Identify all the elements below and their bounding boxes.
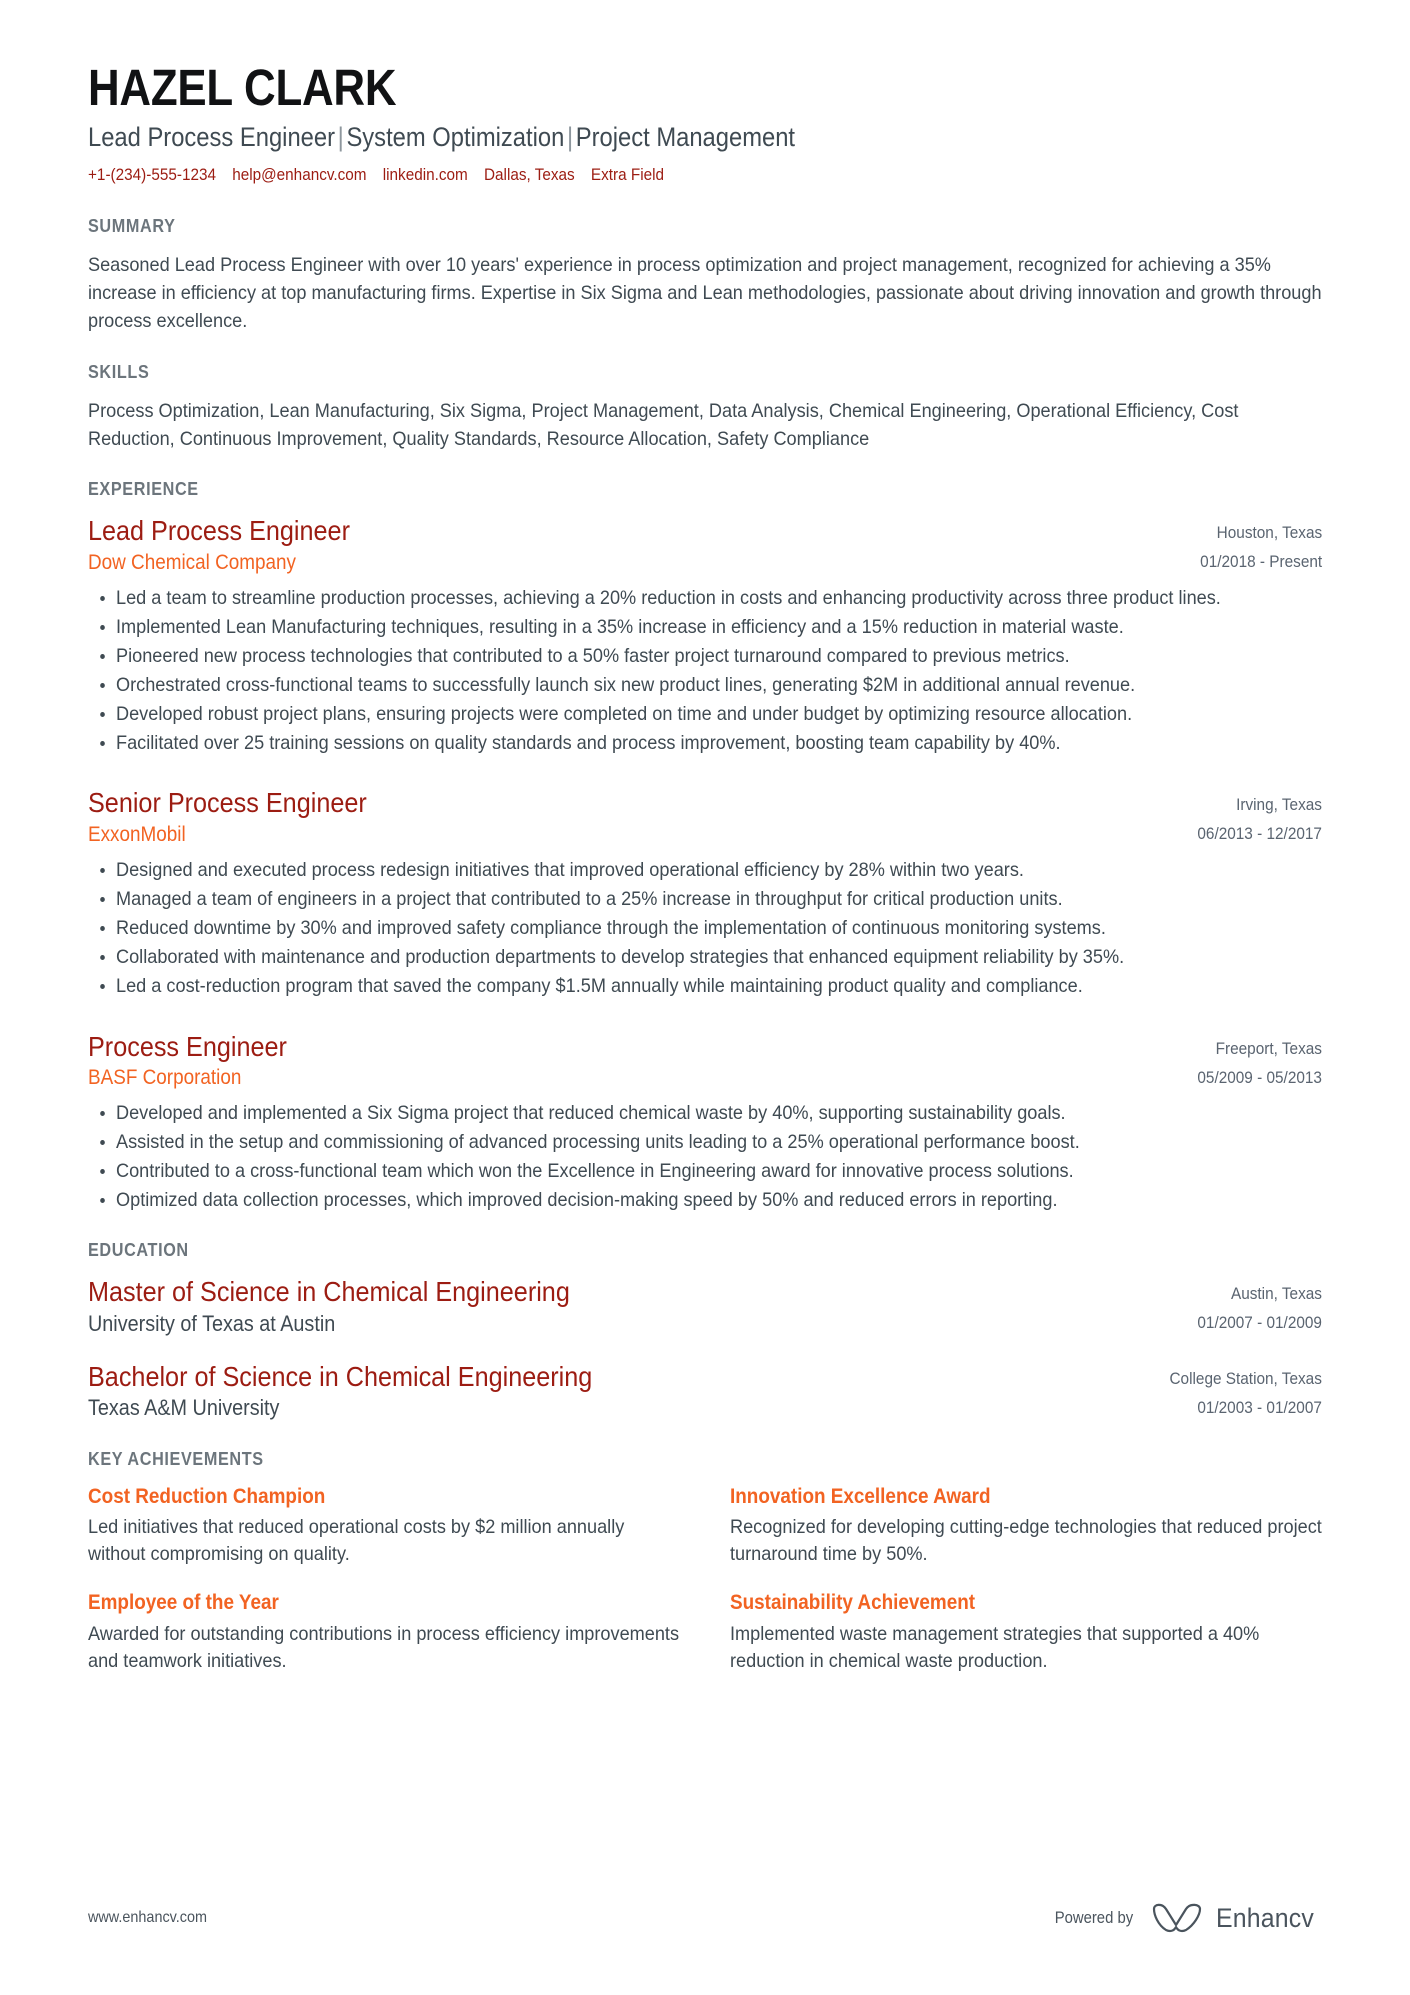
section-title-education: EDUCATION — [88, 1240, 189, 1261]
skills-text: Process Optimization, Lean Manufacturing, Six Sigma, Project Management, Data Analysis, Chemical Engineering, Operational Efficiency, Cost Reduction, Continuous Improvement, Quality Standards, Resource Allocation, Safety Compliance — [88, 399, 1239, 450]
enhancv-logo — [1150, 1901, 1322, 1935]
contact-line — [88, 164, 1199, 186]
resume-header — [88, 60, 1322, 186]
job-title: Lead Process Engineer — [88, 515, 350, 547]
footer-website-url[interactable]: www.enhancv.com — [88, 1909, 207, 1926]
job-bullet: Pioneered new process technologies that contributed to a 50% faster project turnaround compared to previous metrics. — [116, 643, 1322, 670]
job-bullet: Reduced downtime by 30% and improved safety compliance through the implementation of continuous monitoring systems. — [116, 915, 1322, 942]
contact-phone[interactable]: +1-(234)-555-1234 — [88, 164, 217, 184]
school-dates: 01/2007 - 01/2009 — [1197, 1313, 1322, 1332]
headline-part-1: Lead Process Engineer — [88, 122, 336, 153]
section-achievements — [88, 1449, 1322, 1676]
powered-by-label: Powered by — [1055, 1908, 1134, 1927]
achievement-description: Implemented waste management strategies that supported a 40% reduction in chemical waste production. — [730, 1622, 1260, 1672]
achievement-description: Led initiatives that reduced operational costs by $2 million annually without compromising on quality. — [88, 1515, 625, 1566]
job-bullet: Implemented Lean Manufacturing techniques, resulting in a 35% increase in efficiency and a 15% reduction in material waste. — [116, 614, 1322, 641]
achievement-item — [730, 1590, 1322, 1675]
job-bullet-list — [88, 1100, 1322, 1214]
school-dates: 01/2003 - 01/2007 — [1197, 1398, 1322, 1417]
school-location: College Station, Texas — [1169, 1369, 1322, 1388]
education-entry-header — [88, 1275, 1322, 1338]
job-bullet: Optimized data collection processes, which improved decision-making speed by 50% and reduced errors in reporting. — [116, 1187, 1322, 1214]
job-bullet: Developed robust project plans, ensuring projects were completed on time and under budget by optimizing resource allocation. — [116, 701, 1322, 728]
achievement-title: Employee of the Year — [88, 1591, 279, 1615]
job-bullet: Facilitated over 25 training sessions on quality standards and process improvement, boosting team capability by 40%. — [116, 730, 1322, 757]
job-bullet: Led a team to streamline production processes, achieving a 20% reduction in costs and enhancing productivity across three product lines. — [116, 585, 1322, 612]
job-bullet: Developed and implemented a Six Sigma project that reduced chemical waste by 40%, supporting sustainability goals. — [116, 1100, 1322, 1127]
job-bullet: Contributed to a cross-functional team which won the Excellence in Engineering award for innovative process solutions. — [116, 1158, 1322, 1185]
education-entry-main — [88, 1360, 1134, 1422]
headline-separator-icon: | — [337, 122, 344, 153]
education-entry-main — [88, 1275, 1164, 1337]
education-entry-meta — [1134, 1360, 1322, 1423]
headline-part-2: System Optimization — [346, 122, 565, 153]
section-title-achievements: KEY ACHIEVEMENTS — [88, 1448, 264, 1469]
contact-linkedin[interactable]: linkedin.com — [382, 164, 468, 184]
experience-entry — [88, 514, 1322, 756]
experience-entry — [88, 786, 1322, 999]
summary-text: Seasoned Lead Process Engineer with over 10 years' experience in process optimization and project management, recognized for achieving a 35% increase in efficiency at top manufacturing firms. Expertise in Six Sigma and Lean methodologies, passionate about driving innovation and growth through process excellence. — [88, 253, 1322, 333]
headline-part-3: Project Management — [575, 122, 796, 153]
section-summary — [88, 216, 1322, 336]
contact-email[interactable]: help@enhancv.com — [232, 164, 367, 184]
job-bullet: Led a cost-reduction program that saved the company $1.5M annually while maintaining product quality and compliance. — [116, 973, 1322, 1000]
candidate-headline — [88, 121, 1174, 155]
job-dates: 05/2009 - 05/2013 — [1197, 1068, 1322, 1087]
job-bullet: Collaborated with maintenance and production departments to develop strategies that enhanced equipment reliability by 35%. — [116, 944, 1322, 971]
section-title-skills: SKILLS — [88, 361, 150, 382]
job-dates: 01/2018 - Present — [1200, 553, 1322, 572]
degree-title: Bachelor of Science in Chemical Engineering — [88, 1360, 593, 1392]
footer-branding — [1046, 1901, 1322, 1935]
section-education — [88, 1240, 1322, 1423]
job-title: Process Engineer — [88, 1030, 287, 1062]
achievement-title: Cost Reduction Champion — [88, 1484, 326, 1508]
experience-entry-main — [88, 514, 1167, 575]
achievement-item — [88, 1590, 680, 1675]
experience-entry-header — [88, 1030, 1322, 1093]
enhancv-logo-icon — [1150, 1901, 1206, 1935]
candidate-name: HAZEL CLARK — [88, 59, 397, 116]
company-name: BASF Corporation — [88, 1066, 242, 1090]
job-title: Senior Process Engineer — [88, 787, 367, 819]
achievement-description: Awarded for outstanding contributions in process efficiency improvements and teamwork initiatives. — [88, 1622, 680, 1672]
enhancv-brand-name: Enhancv — [1215, 1902, 1314, 1933]
education-entry — [88, 1275, 1322, 1338]
school-name: University of Texas at Austin — [88, 1310, 336, 1336]
school-name: Texas A&M University — [88, 1395, 280, 1421]
experience-entry-meta — [1167, 514, 1322, 577]
headline-separator-icon: | — [566, 122, 574, 153]
job-bullet: Managed a team of engineers in a project that contributed to a 25% increase in throughput for critical production units. — [116, 886, 1322, 913]
education-entry-meta — [1164, 1275, 1322, 1338]
job-location: Freeport, Texas — [1215, 1039, 1322, 1058]
company-name: ExxonMobil — [88, 823, 186, 847]
degree-title: Master of Science in Chemical Engineering — [88, 1276, 570, 1308]
education-entry-header — [88, 1360, 1322, 1423]
job-location: Houston, Texas — [1216, 524, 1322, 543]
job-bullet: Assisted in the setup and commissioning of advanced processing units leading to a 25% operational performance boost. — [116, 1129, 1322, 1156]
section-experience — [88, 479, 1322, 1214]
section-skills — [88, 362, 1322, 454]
job-location: Irving, Texas — [1236, 796, 1322, 815]
experience-entry-main — [88, 786, 1164, 847]
job-dates: 06/2013 - 12/2017 — [1197, 825, 1322, 844]
experience-entry — [88, 1030, 1322, 1214]
achievement-title: Innovation Excellence Award — [730, 1484, 991, 1508]
page-footer — [88, 1901, 1322, 1935]
job-bullet: Orchestrated cross-functional teams to successfully launch six new product lines, generating $2M in additional annual revenue. — [116, 672, 1322, 699]
section-title-experience: EXPERIENCE — [88, 479, 199, 500]
achievement-item — [730, 1484, 1322, 1569]
company-name: Dow Chemical Company — [88, 550, 296, 574]
experience-entry-meta — [1164, 786, 1322, 849]
experience-entry-header — [88, 786, 1322, 849]
school-location: Austin, Texas — [1231, 1285, 1322, 1304]
education-entry — [88, 1360, 1322, 1423]
achievement-title: Sustainability Achievement — [730, 1591, 976, 1615]
experience-entry-meta — [1164, 1030, 1322, 1093]
job-bullet-list — [88, 857, 1322, 1000]
achievement-description: Recognized for developing cutting-edge technologies that reduced project turnaround time by 50%. — [730, 1515, 1322, 1566]
job-bullet-list — [88, 585, 1322, 756]
contact-extra-field: Extra Field — [590, 164, 665, 184]
experience-entry-header — [88, 514, 1322, 577]
job-bullet: Designed and executed process redesign initiatives that improved operational efficiency by 28% within two years. — [116, 857, 1322, 884]
contact-location: Dallas, Texas — [483, 164, 575, 184]
experience-entry-main — [88, 1030, 1164, 1091]
achievement-item — [88, 1484, 680, 1569]
section-title-summary: SUMMARY — [88, 215, 176, 236]
achievements-grid — [88, 1484, 1322, 1676]
